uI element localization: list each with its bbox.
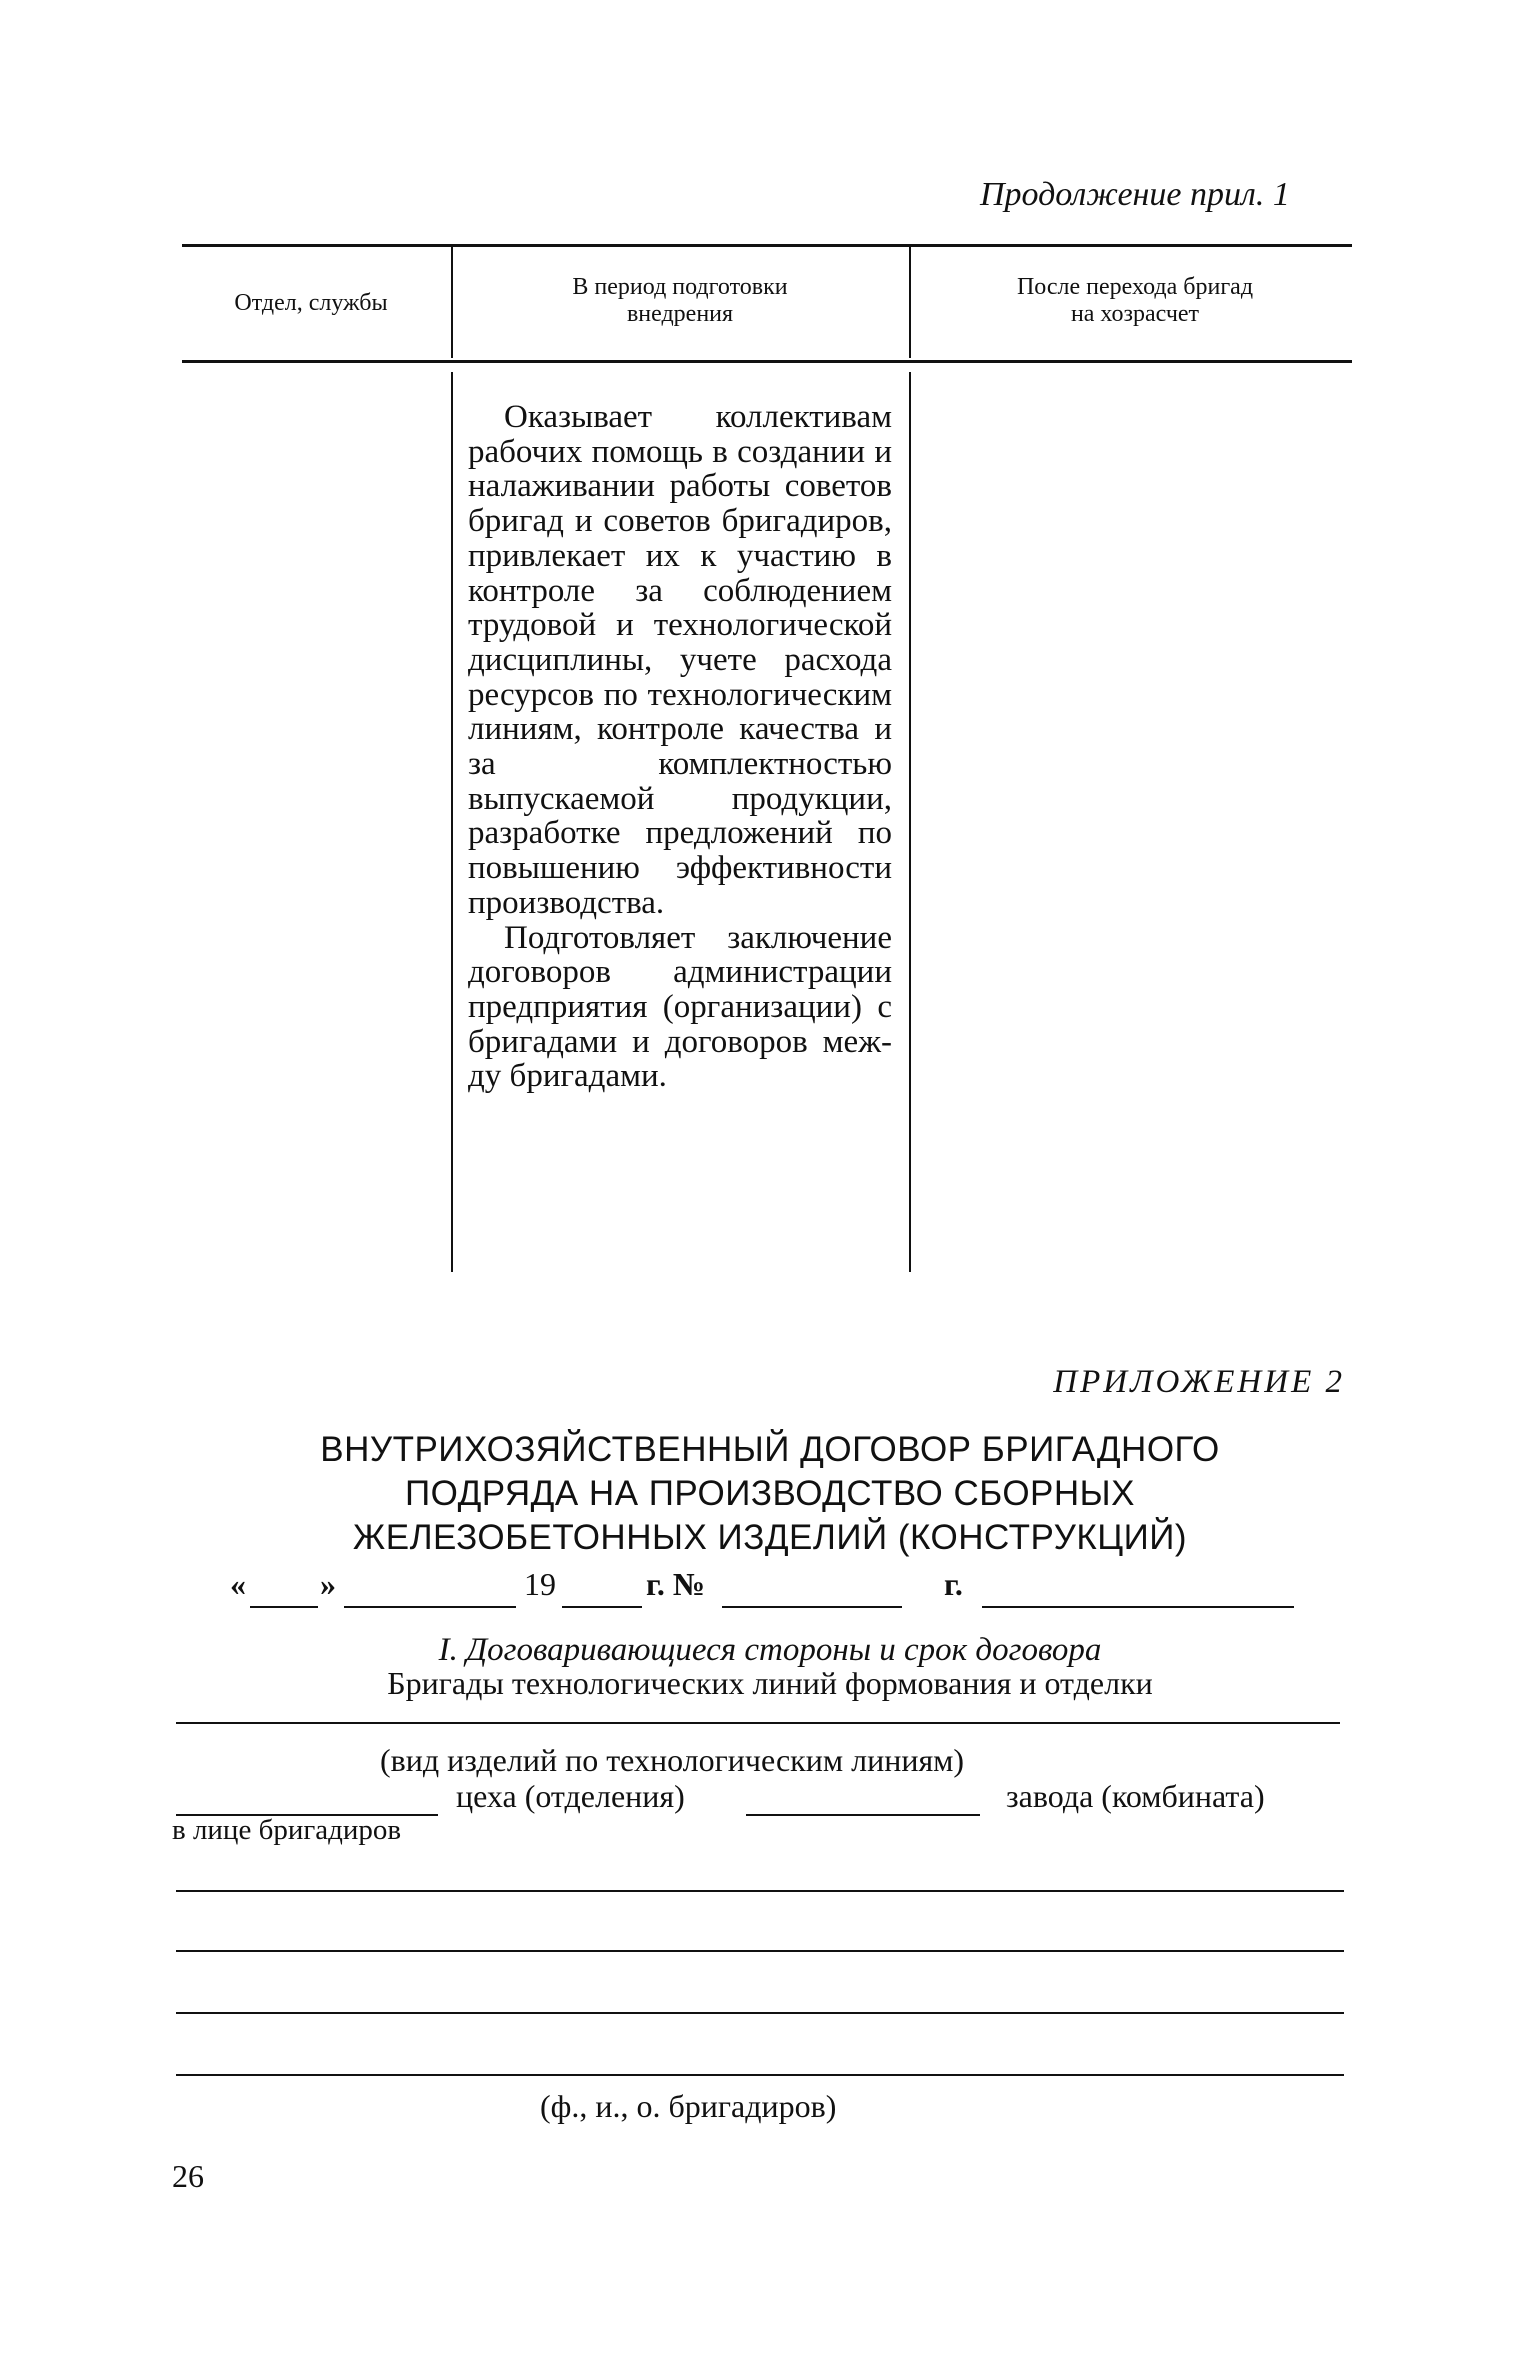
column-head-preparation-line2: внедрения [626, 301, 734, 327]
date-open-quote: « [230, 1566, 246, 1602]
table-divider-1 [451, 246, 453, 358]
department-blank[interactable] [746, 1814, 980, 1816]
represented-by-label: в лице бригадиров [172, 1814, 402, 1846]
plant-label: завода (комбината) [1006, 1778, 1265, 1814]
product-kind-caption: (вид изделий по технологическим линиям) [380, 1742, 965, 1778]
column-head-self-financing [915, 274, 1355, 328]
city-label: г. [944, 1566, 963, 1602]
foreman-blank-1[interactable] [176, 1890, 1344, 1892]
cell-paragraph-1: Оказывает коллективам рабочих помощь в создании и налаживании работы советов бригад и советов бригадиров, привлекает их к участию в контроле за соблюдением трудовой и технологической дисциплины, учете расхода ресурсов по технологическим линиям, контроле качества и за комплектностью выпускаемой продукции, разработке предложений по повышению эффективности производства. [468, 399, 892, 921]
column-head-self-financing-line2: на хозрасчет [1070, 301, 1200, 327]
table-divider-2-body [909, 372, 911, 1272]
table-divider-2 [909, 246, 911, 358]
city-blank[interactable] [982, 1606, 1294, 1608]
year-blank[interactable] [562, 1606, 642, 1608]
section-1-subtitle: Бригады технологических линий формования и отделки [387, 1665, 1153, 1701]
table-top-rule [182, 244, 1352, 247]
cell-paragraph-2: Подготовляет заключение договоров администрации предприятия (организации) с бригадами и договоров между бригадами. [468, 919, 892, 1095]
continuation-title: Продолжение прил. 1 [980, 176, 1290, 213]
shop-label: цеха (отделения) [456, 1778, 685, 1814]
contract-title-line3: ЖЕЛЕЗОБЕТОННЫХ ИЗДЕЛИЙ (КОНСТРУКЦИЙ) [352, 1518, 1188, 1557]
contract-title [190, 1428, 1350, 1560]
number-blank[interactable] [722, 1606, 902, 1608]
foreman-names-caption: (ф., и., о. бригадиров) [540, 2088, 837, 2124]
appendix-label: ПРИЛОЖЕНИЕ 2 [1053, 1364, 1345, 1400]
day-blank[interactable] [250, 1606, 318, 1608]
month-blank[interactable] [344, 1606, 516, 1608]
section-1-title: I. Договаривающиеся стороны и срок договора [438, 1632, 1102, 1668]
page-number: 26 [172, 2158, 204, 2194]
table-head-rule [182, 360, 1352, 363]
column-head-preparation [455, 274, 905, 328]
column-head-departments: Отдел, службы [234, 290, 388, 316]
date-close-quote: » [320, 1566, 336, 1602]
column-head-preparation-line1: В период подготовки [572, 274, 788, 300]
brigades-blank[interactable] [176, 1722, 1340, 1724]
table-cell-text [468, 400, 892, 1094]
foreman-blank-4[interactable] [176, 2074, 1344, 2076]
column-head-self-financing-line1: После перехода бригад [1016, 274, 1254, 300]
number-label: г. № [646, 1566, 706, 1602]
foreman-blank-2[interactable] [176, 1950, 1344, 1952]
foreman-blank-3[interactable] [176, 2012, 1344, 2014]
contract-title-line1: ВНУТРИХОЗЯЙСТВЕННЫЙ ДОГОВОР БРИГАДНОГО [320, 1430, 1220, 1469]
table-divider-1-body [451, 372, 453, 1272]
year-prefix: 19 [524, 1566, 556, 1602]
contract-title-line2: ПОДРЯДА НА ПРОИЗВОДСТВО СБОРНЫХ [404, 1474, 1136, 1513]
